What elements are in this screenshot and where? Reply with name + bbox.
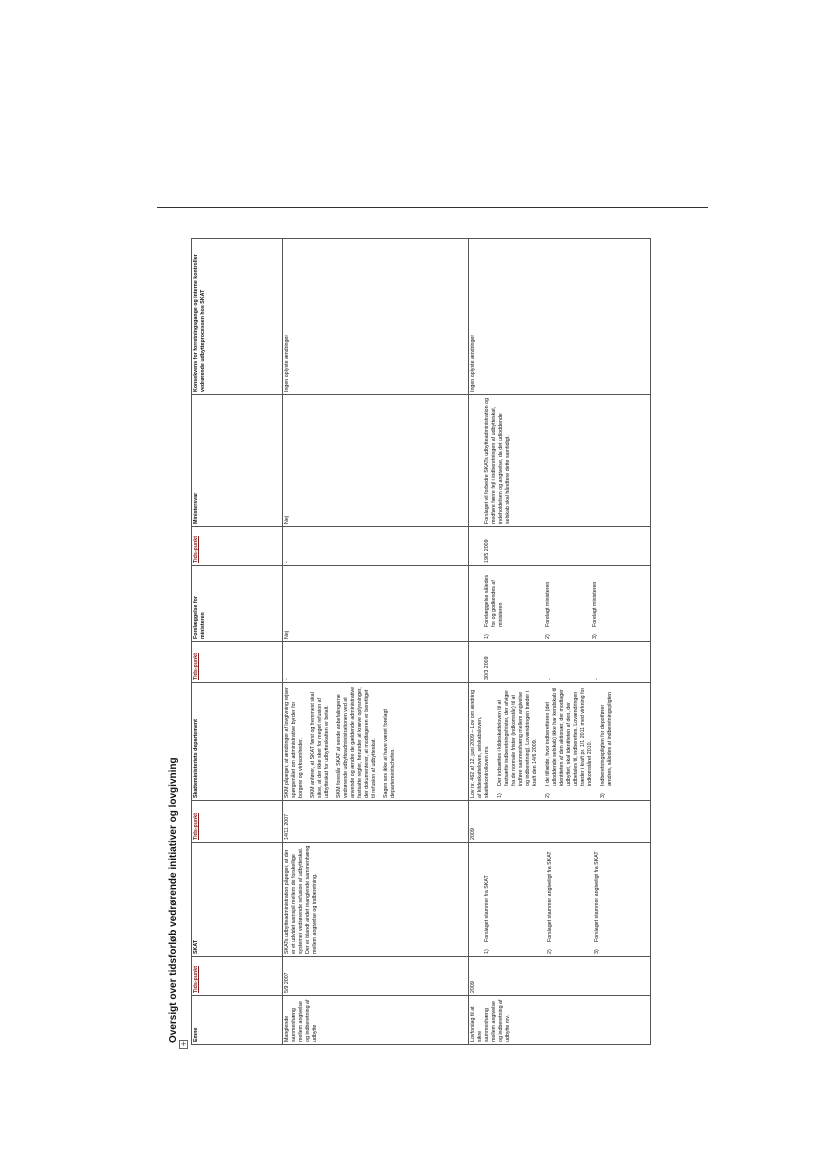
date-item: - [593, 678, 600, 680]
col-tidspunkt-1: Tids-punkt [192, 957, 283, 996]
cell-tidspunkt: 14/11 2007 [283, 801, 469, 843]
cell-tidspunkt [469, 527, 651, 566]
col-skat: SKAT [192, 843, 283, 957]
dep-paragraph: Sagen ses ikke at have været forelagt departementschefen. [382, 709, 396, 798]
list-item: 3) Indberetningspligten for depotfører ændres, således at indberetningspligten [599, 692, 613, 798]
list-item: 2) I de tilfælde, hvor indberetteren (det udloddende selskab) ikke har kendskab til identiteten af den aktionær, der modtager udbyttet, skal identiteten af den, der udbetales til, indberettes. Lovændringen træder i kraft pr. 1/1 2011 med virkning for indkomståret 2010. [544, 687, 593, 798]
list-item: 1) Forslaget stammer fra SKAT [484, 875, 490, 954]
document-title: Oversigt over tidsforløb vedrørende initiativer og lovgivning [168, 757, 179, 1043]
col-emne: Emne [192, 996, 283, 1045]
cell-forelaeggelse: Nej [283, 566, 469, 642]
cell-skat [469, 843, 651, 957]
cell-konsekvens: Ingen oplyste ændringer [283, 239, 469, 395]
landscape-page [168, 237, 658, 1045]
cell-skat: SKATs udbytteadministration påpeger, at der er et udvidet samspil mellem de forskellige systemer vedrørende refusion af udbytteskat. Der er blandt andet manglende sammenhæng mellem angivelse og indberetning. [283, 843, 469, 957]
cell-ministersvar: Nej [283, 395, 469, 527]
cell-departement [469, 683, 651, 801]
list-item: 3) Forslaget stammer angiveligt fra SKAT [593, 851, 600, 954]
cell-tidspunkt: - [283, 642, 469, 683]
cell-emne: Lovforslag til at sikre sammenhæng mellem angivelse og indberetning af udbytte mv. [469, 996, 651, 1045]
table-row [283, 239, 469, 1045]
dep-paragraph: SKM foreslår SKAT at sende anbefalingerne vedrørende udbytteadministrationen ved at anvende og ændre de gældende administrative fastsatte regler, herunder at kræve oplysninger, der dokumenterer, at modtageren er berettiget til refusion af udbytteskat. [335, 686, 377, 798]
col-konsekvens: Konsekvens for forretningsgange og interne kontroller vedrørende udbytteprocessen hos SKAT [192, 239, 283, 395]
col-departement: Skatteministeriets departement [192, 683, 283, 801]
cell-emne: Manglende sammenhæng mellem angivelse og indberetning af udbytte [283, 996, 469, 1045]
cell-tidspunkt [469, 642, 651, 683]
dep-intro: Lov nr. 462 af 12. juni 2009 – Lov om ændring af kildeskatteloven, selskabsloven, skattekontrolloven mv. [470, 689, 490, 798]
dep-paragraph: SKM påpeger, at ændringer af lovgivning rejser spørgsmålet om administrative byrder for borgere og virksomheder. [284, 687, 304, 798]
minister-text: Forslaget vil forbedre SKATs udbytteadministration og medføre færre fejl i indberetningen af udbytteskat, indeholdelsen og angivelse, da det udloddende selskab skal håndtere dette samtidigt. [484, 398, 511, 524]
cell-konsekvens: Ingen oplyste ændringer [469, 239, 651, 395]
table-expand-icon[interactable]: + [180, 1040, 187, 1048]
dep-paragraph: SKM anfører, at SKAT først og fremmest skal sikre, at der ikke sker for meget refusion af udbytteskat for udbytteskatten er betalt. [309, 692, 330, 798]
col-ministersvar: Ministersvar [192, 395, 283, 527]
list-item: 1) Der indsættes i kildeskatteloven til at fastsætte indberetningsfrister, der afviger fra de normale frister (indkomstår) til at indføre sammenhæng mellem angivelse og indberetning). Lovændringen træder i kraft den 14/6 2009. [496, 690, 538, 798]
list-item: 3) Forelagt ministeren [591, 581, 598, 639]
cell-tidspunkt: 2009 [469, 957, 651, 996]
col-tidspunkt-4: Tids-punkt [192, 527, 283, 566]
cell-tidspunkt: - [283, 527, 469, 566]
date-item: 30/3 2009 [484, 656, 490, 680]
list-item: 2) Forslaget stammer angiveligt fra SKAT [546, 851, 553, 954]
col-tidspunkt-3: Tids-punkt [192, 642, 283, 683]
cell-ministersvar [469, 395, 651, 527]
list-item: 1) Forelæggelse således for og godkendes af ministeren [484, 574, 504, 639]
list-item: 2) Forelagt ministeren [544, 581, 551, 639]
header-row [192, 239, 283, 1045]
cell-tidspunkt: 5/9 2007 [283, 957, 469, 996]
date-item: 19/5 2009 [484, 539, 490, 563]
cell-forelaeggelse [469, 566, 651, 642]
date-item: - [546, 678, 553, 680]
header-rule [157, 207, 708, 208]
col-forelaeggelse: Forelæggelse for ministeren [192, 566, 283, 642]
timeline-table [191, 238, 651, 1045]
cell-departement [283, 683, 469, 801]
col-tidspunkt-2: Tids-punkt [192, 801, 283, 843]
table-row [469, 239, 651, 1045]
cell-tidspunkt: 2009 [469, 801, 651, 843]
